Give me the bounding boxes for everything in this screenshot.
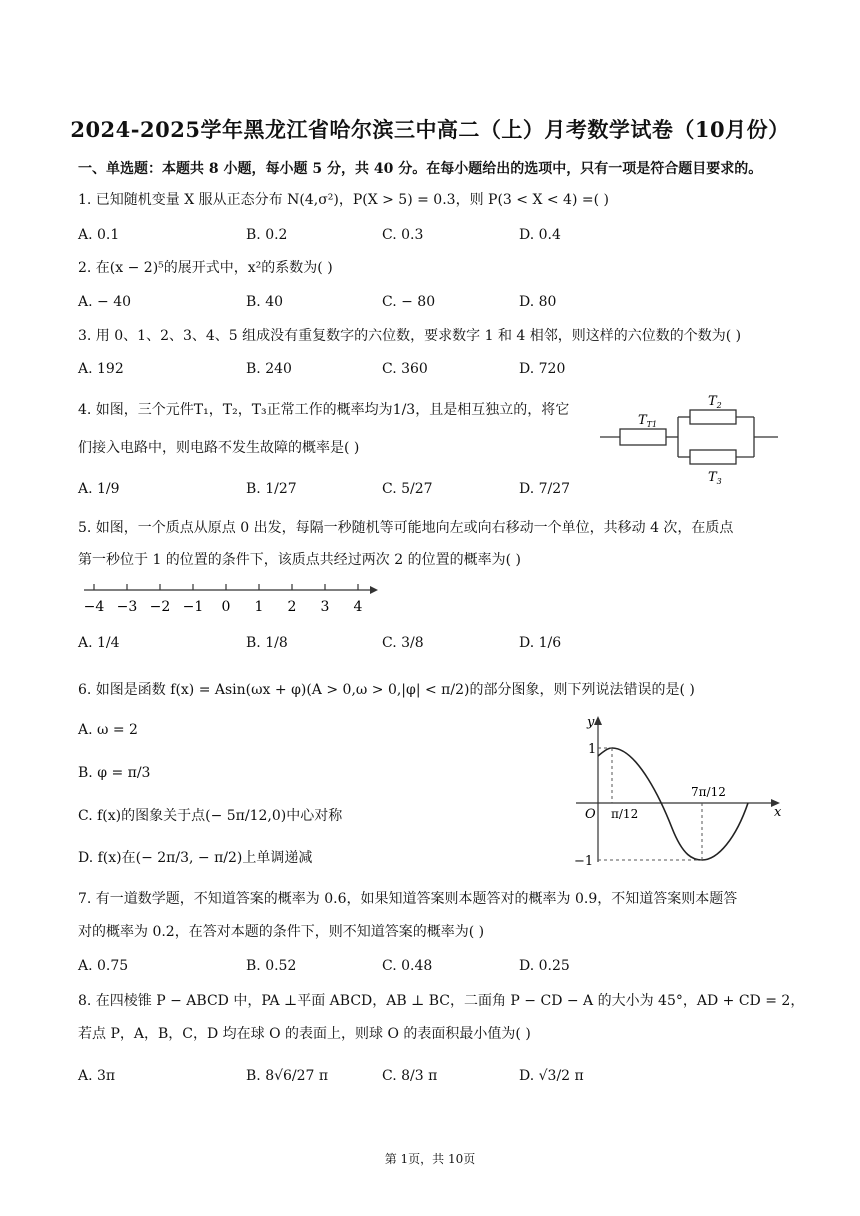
q8-option-c[interactable]: C. 8/3 π: [382, 1068, 438, 1084]
x-tick-7pi12: 7π/12: [691, 785, 726, 799]
numberline-tick-label: 0: [221, 599, 231, 615]
q1-option-c[interactable]: C. 0.3: [382, 227, 424, 243]
page-title: 2024-2025学年黑龙江省哈尔滨三中高二（上）月考数学试卷（10月份）: [70, 117, 790, 142]
q7-option-d[interactable]: D. 0.25: [519, 958, 570, 974]
q8-option-b[interactable]: B. 8√6/27 π: [246, 1068, 329, 1084]
numberline-tick-label: 2: [287, 599, 297, 615]
question-8-stem-line1: 8. 在四棱锥 P − ABCD 中，PA ⊥平面 ABCD，AB ⊥ BC，二面角 P − CD − A 的大小为 45°，AD + CD = 2，: [78, 993, 805, 1009]
q3-option-b[interactable]: B. 240: [246, 361, 292, 377]
numberline-tick-label: 3: [320, 599, 330, 615]
q2-option-b[interactable]: B. 40: [246, 294, 284, 310]
question-4-stem-line2: 们接入电路中，则电路不发生故障的概率是( ): [78, 440, 360, 456]
q6-option-c[interactable]: C. f(x)的图象关于点(− 5π/12,0)中心对称: [78, 808, 343, 824]
number-line: [78, 580, 388, 620]
q1-option-d[interactable]: D. 0.4: [519, 227, 561, 243]
t1-label: $T_{T1}$: [638, 413, 658, 429]
q1-option-a[interactable]: A. 0.1: [78, 227, 120, 243]
sine-graph: [568, 710, 790, 870]
question-1-stem: 1. 已知随机变量 X 服从正态分布 N(4,σ²)，P(X > 5) = 0.3，则 P(3 < X < 4) =( ): [78, 192, 609, 208]
q7-option-a[interactable]: A. 0.75: [78, 958, 129, 974]
t2-resistor: [690, 410, 736, 424]
question-8-stem-line2: 若点 P，A，B，C，D 均在球 O 的表面上，则球 O 的表面积最小值为( ): [78, 1026, 531, 1042]
question-5-stem-line2: 第一秒位于 1 的位置的条件下，该质点共经过两次 2 的位置的概率为( ): [78, 552, 521, 568]
q4-option-c[interactable]: C. 5/27: [382, 481, 433, 497]
t2-label: $T_2$: [708, 394, 722, 410]
section-heading: 一、单选题：本题共 8 小题，每小题 5 分，共 40 分。在每小题给出的选项中，只有一项是符合题目要求的。: [78, 161, 763, 177]
q5-option-b[interactable]: B. 1/8: [246, 635, 288, 651]
question-4-stem-line1: 4. 如图，三个元件T₁，T₂，T₃正常工作的概率均为1/3，且是相互独立的，将它: [78, 402, 570, 418]
x-axis-label: x: [774, 805, 782, 820]
t3-resistor: [690, 450, 736, 464]
numberline-tick-label: −3: [116, 599, 138, 615]
q2-option-a[interactable]: A. − 40: [78, 294, 132, 310]
q2-option-d[interactable]: D. 80: [519, 294, 557, 310]
q7-option-c[interactable]: C. 0.48: [382, 958, 433, 974]
t3-label: $T_3$: [708, 470, 722, 484]
numberline-tick-label: −4: [83, 599, 105, 615]
q4-option-d[interactable]: D. 7/27: [519, 481, 571, 497]
q6-option-d[interactable]: D. f(x)在(− 2π/3, − π/2)上单调递减: [78, 850, 313, 866]
page-footer: 第 1页，共 10页: [384, 1152, 476, 1166]
q3-option-a[interactable]: A. 192: [78, 361, 124, 377]
question-7-stem-line1: 7. 有一道数学题，不知道答案的概率为 0.6，如果知道答案则本题答对的概率为 0.9，不知道答案则本题答: [78, 891, 738, 907]
q8-option-a[interactable]: A. 3π: [78, 1068, 116, 1084]
numberline-tick-label: −1: [182, 599, 204, 615]
q3-option-d[interactable]: D. 720: [519, 361, 566, 377]
q5-option-a[interactable]: A. 1/4: [78, 635, 120, 651]
numberline-tick-label: 4: [353, 599, 363, 615]
q5-option-d[interactable]: D. 1/6: [519, 635, 562, 651]
q1-option-b[interactable]: B. 0.2: [246, 227, 288, 243]
q4-option-b[interactable]: B. 1/27: [246, 481, 297, 497]
t1-resistor: [620, 429, 666, 445]
question-2-stem: 2. 在(x − 2)⁵的展开式中，x²的系数为( ): [78, 260, 333, 276]
numberline-tick-label: 1: [254, 599, 264, 615]
q8-option-d[interactable]: D. √3/2 π: [519, 1068, 584, 1084]
q7-option-b[interactable]: B. 0.52: [246, 958, 297, 974]
sine-curve: [598, 748, 748, 860]
question-3-stem: 3. 用 0、1、2、3、4、5 组成没有重复数字的六位数，要求数字 1 和 4 相邻，则这样的六位数的个数为( ): [78, 328, 742, 344]
question-6-stem: 6. 如图是函数 f(x) = Asin(ωx + φ)(A > 0,ω > 0,|φ| < π/2)的部分图象，则下列说法错误的是( ): [78, 682, 695, 698]
circuit-diagram: [598, 384, 783, 484]
numberline-tick-label: −2: [149, 599, 171, 615]
q3-option-c[interactable]: C. 360: [382, 361, 428, 377]
x-tick-pi12: π/12: [611, 807, 639, 821]
question-5-stem-line1: 5. 如图，一个质点从原点 0 出发，每隔一秒随机等可能地向左或向右移动一个单位，共移动 4 次，在质点: [78, 520, 734, 536]
origin-label: O: [585, 807, 596, 822]
q4-option-a[interactable]: A. 1/9: [78, 481, 120, 497]
q2-option-c[interactable]: C. − 80: [382, 294, 436, 310]
q6-option-a[interactable]: A. ω = 2: [78, 722, 138, 738]
y-axis-label: y: [587, 715, 595, 730]
y-tick-1: 1: [588, 742, 597, 757]
question-7-stem-line2: 对的概率为 0.2，在答对本题的条件下，则不知道答案的概率为( ): [78, 924, 485, 940]
q6-option-b[interactable]: B. φ = π/3: [78, 765, 151, 781]
y-tick-neg1: −1: [574, 854, 594, 869]
q5-option-c[interactable]: C. 3/8: [382, 635, 424, 651]
